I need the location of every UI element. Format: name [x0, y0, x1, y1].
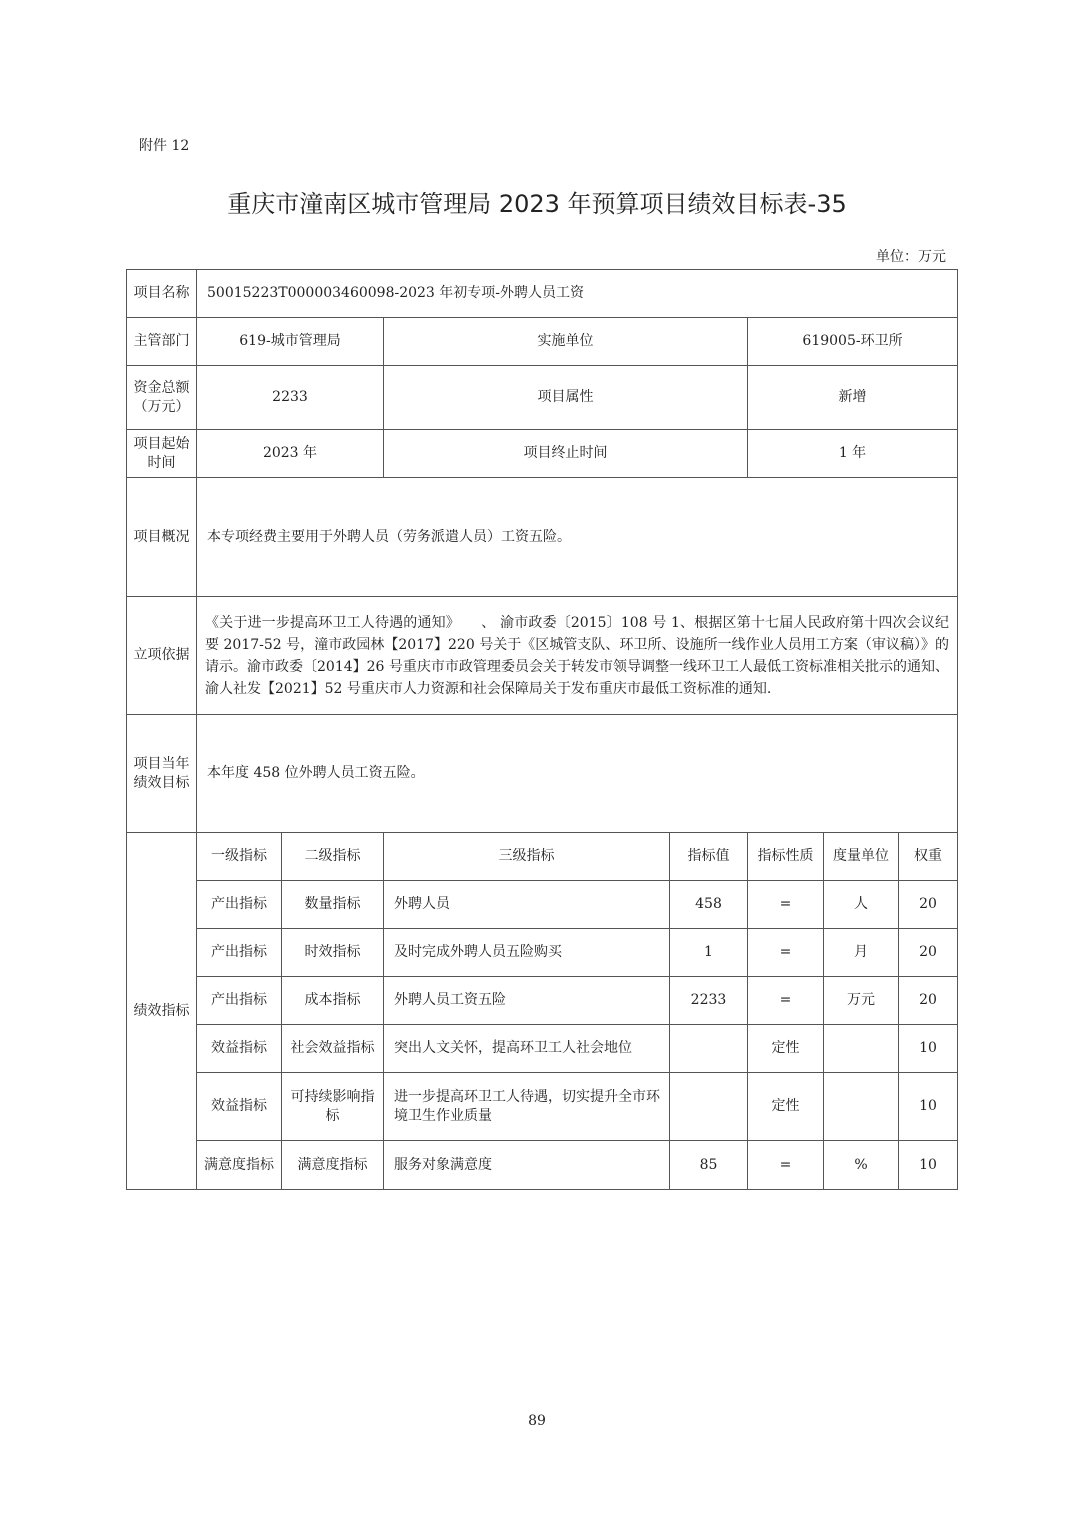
- attr-value: 新增: [748, 366, 958, 430]
- indicator-row: [127, 1073, 958, 1141]
- dept-value: 619-城市管理局: [197, 318, 384, 366]
- indicator-header: 指标值: [670, 833, 748, 881]
- project-name: 50015223T000003460098-2023 年初专项-外聘人员工资: [197, 270, 958, 318]
- indicator-cell: [670, 1025, 748, 1073]
- indicator-cell: 10: [899, 1141, 958, 1190]
- indicator-cell: 效益指标: [197, 1025, 282, 1073]
- indicator-cell: 产出指标: [197, 881, 282, 929]
- indicator-cell: 458: [670, 881, 748, 929]
- goal-text: 本年度 458 位外聘人员工资五险。: [197, 715, 958, 833]
- indicator-cell: 外聘人员: [384, 881, 670, 929]
- dept-label: 主管部门: [127, 318, 197, 366]
- indicator-cell: 万元: [824, 977, 899, 1025]
- name-label: 项目名称: [127, 270, 197, 318]
- unit-label: 单位：万元: [876, 249, 946, 265]
- indicator-cell: 20: [899, 929, 958, 977]
- indicator-cell: 产出指标: [197, 977, 282, 1025]
- indicator-cell: [670, 1073, 748, 1141]
- attachment-label: 附件 12: [139, 138, 190, 154]
- indicator-cell: =: [748, 881, 824, 929]
- indicator-cell: 满意度指标: [282, 1141, 384, 1190]
- indicator-cell: =: [748, 1141, 824, 1190]
- indicator-header: 度量单位: [824, 833, 899, 881]
- indicator-cell: 服务对象满意度: [384, 1141, 670, 1190]
- indicator-cell: %: [824, 1141, 899, 1190]
- fund-label: 资金总额（万元）: [127, 366, 197, 430]
- overview-label: 项目概况: [127, 478, 197, 597]
- indicator-cell: 进一步提高环卫工人待遇，切实提升全市环境卫生作业质量: [384, 1073, 670, 1141]
- goal-label: 项目当年绩效目标: [127, 715, 197, 833]
- indicator-header: 三级指标: [384, 833, 670, 881]
- indicator-cell: 10: [899, 1025, 958, 1073]
- indicator-row: [127, 1141, 958, 1190]
- indicator-cell: 定性: [748, 1073, 824, 1141]
- indicator-cell: [824, 1073, 899, 1141]
- indicator-header: 权重: [899, 833, 958, 881]
- indicator-cell: 突出人文关怀，提高环卫工人社会地位: [384, 1025, 670, 1073]
- basis-label: 立项依据: [127, 597, 197, 715]
- indicator-cell: 85: [670, 1141, 748, 1190]
- indicator-header: 指标性质: [748, 833, 824, 881]
- indicator-cell: 定性: [748, 1025, 824, 1073]
- indicator-cell: 满意度指标: [197, 1141, 282, 1190]
- indicator-cell: 月: [824, 929, 899, 977]
- indicator-cell: =: [748, 977, 824, 1025]
- indicator-cell: 20: [899, 977, 958, 1025]
- indicator-cell: 人: [824, 881, 899, 929]
- indicator-cell: 10: [899, 1073, 958, 1141]
- start-label: 项目起始时间: [127, 430, 197, 478]
- indicators-label: 绩效指标: [127, 833, 197, 1190]
- basis-text: 《关于进一步提高环卫工人待遇的通知》 、 渝市政委〔2015〕108 号 1、根据区第十七届人民政府第十四次会议纪要 2017-52 号，潼市政园林【2017】220 号关于《区城管支队、环卫所、设施所一线作业人员用工方案（审议稿）》的请示。渝市政委〔2014】26 号重庆市市政管理委员会关于转发市领导调整一线环卫工人最低工资标准相关批示的通知、渝人社发【2021】52 号重庆市人力资源和社会保障局关于发布重庆市最低工资标准的通知.: [197, 597, 958, 715]
- indicator-cell: 1: [670, 929, 748, 977]
- indicator-cell: 可持续影响指标: [282, 1073, 384, 1141]
- indicator-row: [127, 977, 958, 1025]
- indicator-row: [127, 881, 958, 929]
- indicator-cell: 时效指标: [282, 929, 384, 977]
- indicator-header: 一级指标: [197, 833, 282, 881]
- fund-value: 2233: [197, 366, 384, 430]
- start-value: 2023 年: [197, 430, 384, 478]
- indicator-row: [127, 929, 958, 977]
- end-value: 1 年: [748, 430, 958, 478]
- page-title: 重庆市潼南区城市管理局 2023 年预算项目绩效目标表-35: [227, 190, 847, 218]
- indicator-cell: 数量指标: [282, 881, 384, 929]
- impl-value: 619005-环卫所: [748, 318, 958, 366]
- indicator-header: 二级指标: [282, 833, 384, 881]
- performance-table: [126, 269, 958, 1190]
- end-label: 项目终止时间: [384, 430, 748, 478]
- indicator-cell: 成本指标: [282, 977, 384, 1025]
- indicator-cell: [824, 1025, 899, 1073]
- indicator-cell: =: [748, 929, 824, 977]
- indicator-cell: 20: [899, 881, 958, 929]
- indicator-cell: 及时完成外聘人员五险购买: [384, 929, 670, 977]
- overview-text: 本专项经费主要用于外聘人员（劳务派遣人员）工资五险。: [197, 478, 958, 597]
- indicator-cell: 外聘人员工资五险: [384, 977, 670, 1025]
- indicator-cell: 效益指标: [197, 1073, 282, 1141]
- indicator-cell: 社会效益指标: [282, 1025, 384, 1073]
- indicator-cell: 2233: [670, 977, 748, 1025]
- attr-label: 项目属性: [384, 366, 748, 430]
- indicator-row: [127, 1025, 958, 1073]
- impl-label: 实施单位: [384, 318, 748, 366]
- indicator-cell: 产出指标: [197, 929, 282, 977]
- page-number: 89: [528, 1413, 546, 1429]
